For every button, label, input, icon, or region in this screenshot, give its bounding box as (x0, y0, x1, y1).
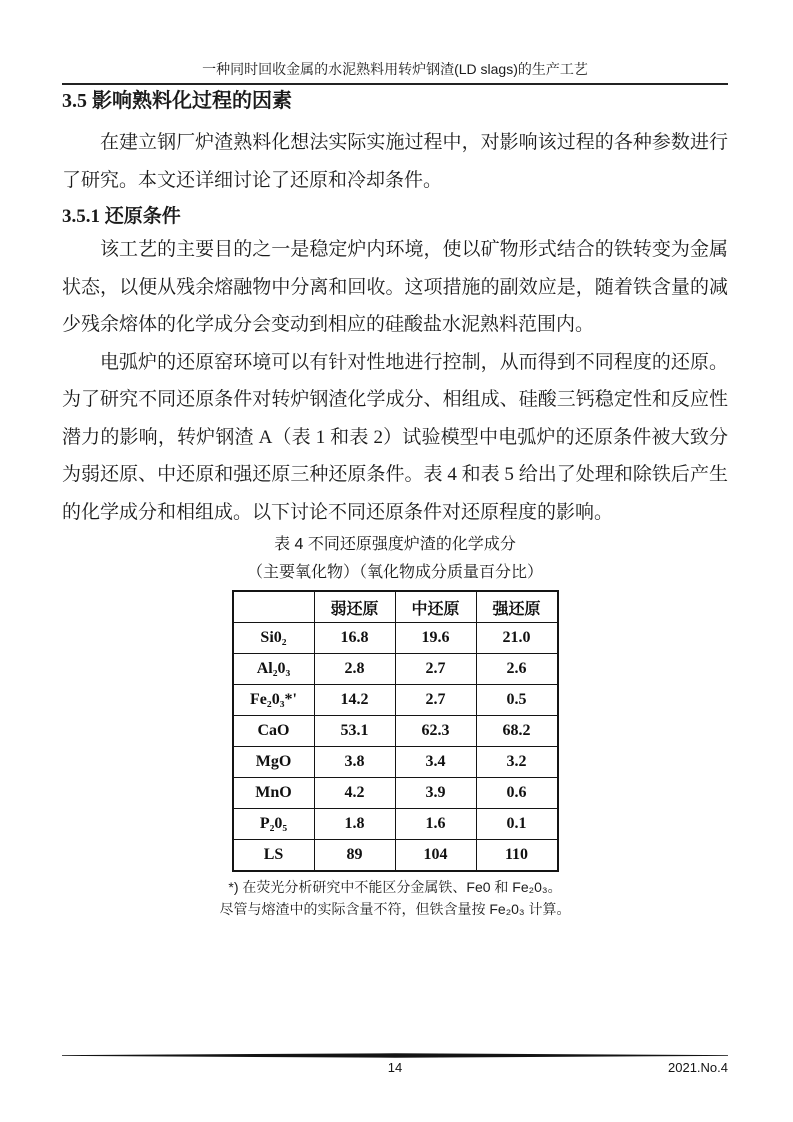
table-row (233, 716, 558, 747)
table-row (233, 778, 558, 809)
text-line: 的化学成分和相组成。以下讨论不同还原条件对还原程度的影响。 (62, 501, 614, 523)
row-label: LS (233, 840, 315, 872)
footer-row (62, 1059, 728, 1077)
paragraph-intro (62, 124, 728, 199)
row-label: MgO (233, 747, 315, 778)
table-cell: 2.7 (395, 654, 476, 685)
table-cell: 16.8 (314, 623, 395, 654)
issue-number: 2021.No.4 (668, 1060, 728, 1075)
table-cell: 0.1 (476, 809, 558, 840)
table-cell: 89 (314, 840, 395, 872)
table-cell: 0.6 (476, 778, 558, 809)
text-line: 状态，以便从残余熔融物中分离和回收。这项措施的副效应是，随着铁含量的减 (62, 276, 728, 298)
page-body (62, 86, 728, 920)
table-cell: 62.3 (395, 716, 476, 747)
text-line: 电弧炉的还原窑环境可以有针对性地进行控制，从而得到不同程度的还原。 (100, 351, 728, 373)
table-row (233, 685, 558, 716)
row-label: P₂0₅ (233, 809, 315, 840)
paragraph-reduction-1 (62, 231, 728, 344)
text-line: 少残余熔体的化学成分会变动到相应的硅酸盐水泥熟料范围内。 (62, 314, 595, 335)
column-header-medium-reduction: 中还原 (395, 591, 476, 623)
text-line: 潜力的影响，转炉钢渣 A（表 1 和表 2）试验模型中电弧炉的还原条件被大致分 (62, 426, 728, 448)
page-number: 14 (387, 1060, 403, 1075)
section-heading: 3.5 影响熟料化过程的因素 (62, 90, 292, 112)
table-cell: 3.8 (314, 747, 395, 778)
text-line: 了研究。本文还详细讨论了还原和冷却条件。 (62, 169, 443, 191)
subsection-heading: 3.5.1 还原条件 (62, 206, 181, 227)
table-cell: 68.2 (476, 716, 558, 747)
table-row (233, 840, 558, 872)
running-header-title: 一种同时回收金属的水泥熟料用转炉钢渣(LD slags)的生产工艺 (202, 61, 588, 77)
table-cell: 4.2 (314, 778, 395, 809)
text-line: 在建立钢厂炉渣熟料化想法实际实施过程中，对影响该过程的各种参数进行 (100, 132, 728, 153)
table-cell: 21.0 (476, 623, 558, 654)
table-cell: 2.8 (314, 654, 395, 685)
table-cell: 19.6 (395, 623, 476, 654)
table-cell: 53.1 (314, 716, 395, 747)
row-label: Fe₂0₃*' (233, 685, 315, 716)
table-cell: 2.6 (476, 654, 558, 685)
row-label: Si0₂ (233, 623, 315, 654)
table-caption-subtitle: （主要氧化物）（氧化物成分质量百分比） (246, 564, 543, 581)
table-cell: 3.9 (395, 778, 476, 809)
row-label: MnO (233, 778, 315, 809)
table-corner-cell (233, 591, 315, 623)
table-cell: 1.8 (314, 809, 395, 840)
table-cell: 0.5 (476, 685, 558, 716)
table-cell: 3.4 (395, 747, 476, 778)
row-label: CaO (233, 716, 315, 747)
table-caption-title: 表 4 不同还原强度炉渣的化学成分 (274, 536, 516, 553)
table-header-row (233, 591, 558, 623)
text-line: 该工艺的主要目的之一是稳定炉内环境，使以矿物形式结合的铁转变为金属 (100, 239, 728, 260)
table-row (233, 747, 558, 778)
footnote-line: *) 在荧光分析研究中不能区分金属铁、Fe0 和 Fe₂0₃。 (228, 879, 562, 895)
footer-rule (62, 1053, 728, 1058)
table-row (233, 623, 558, 654)
paragraph-reduction-2 (62, 344, 728, 532)
table-cell: 110 (476, 840, 558, 872)
row-label: Al₂0₃ (233, 654, 315, 685)
page-footer (62, 1053, 728, 1077)
table-cell: 14.2 (314, 685, 395, 716)
table-row (233, 809, 558, 840)
table-row (233, 654, 558, 685)
table-cell: 104 (395, 840, 476, 872)
column-header-weak-reduction: 弱还原 (314, 591, 395, 623)
text-line: 为了研究不同还原条件对转炉钢渣化学成分、相组成、硅酸三钙稳定性和反应性 (62, 389, 728, 410)
table-cell: 2.7 (395, 685, 476, 716)
column-header-strong-reduction: 强还原 (476, 591, 558, 623)
running-header (62, 59, 728, 85)
table-cell: 3.2 (476, 747, 558, 778)
footnote-line: 尽管与熔渣中的实际含量不符，但铁含量按 Fe₂0₃ 计算。 (219, 901, 571, 917)
table-cell: 1.6 (395, 809, 476, 840)
slag-composition-table (232, 590, 559, 872)
text-line: 为弱还原、中还原和强还原三种还原条件。表 4 和表 5 给出了处理和除铁后产生 (62, 464, 728, 485)
